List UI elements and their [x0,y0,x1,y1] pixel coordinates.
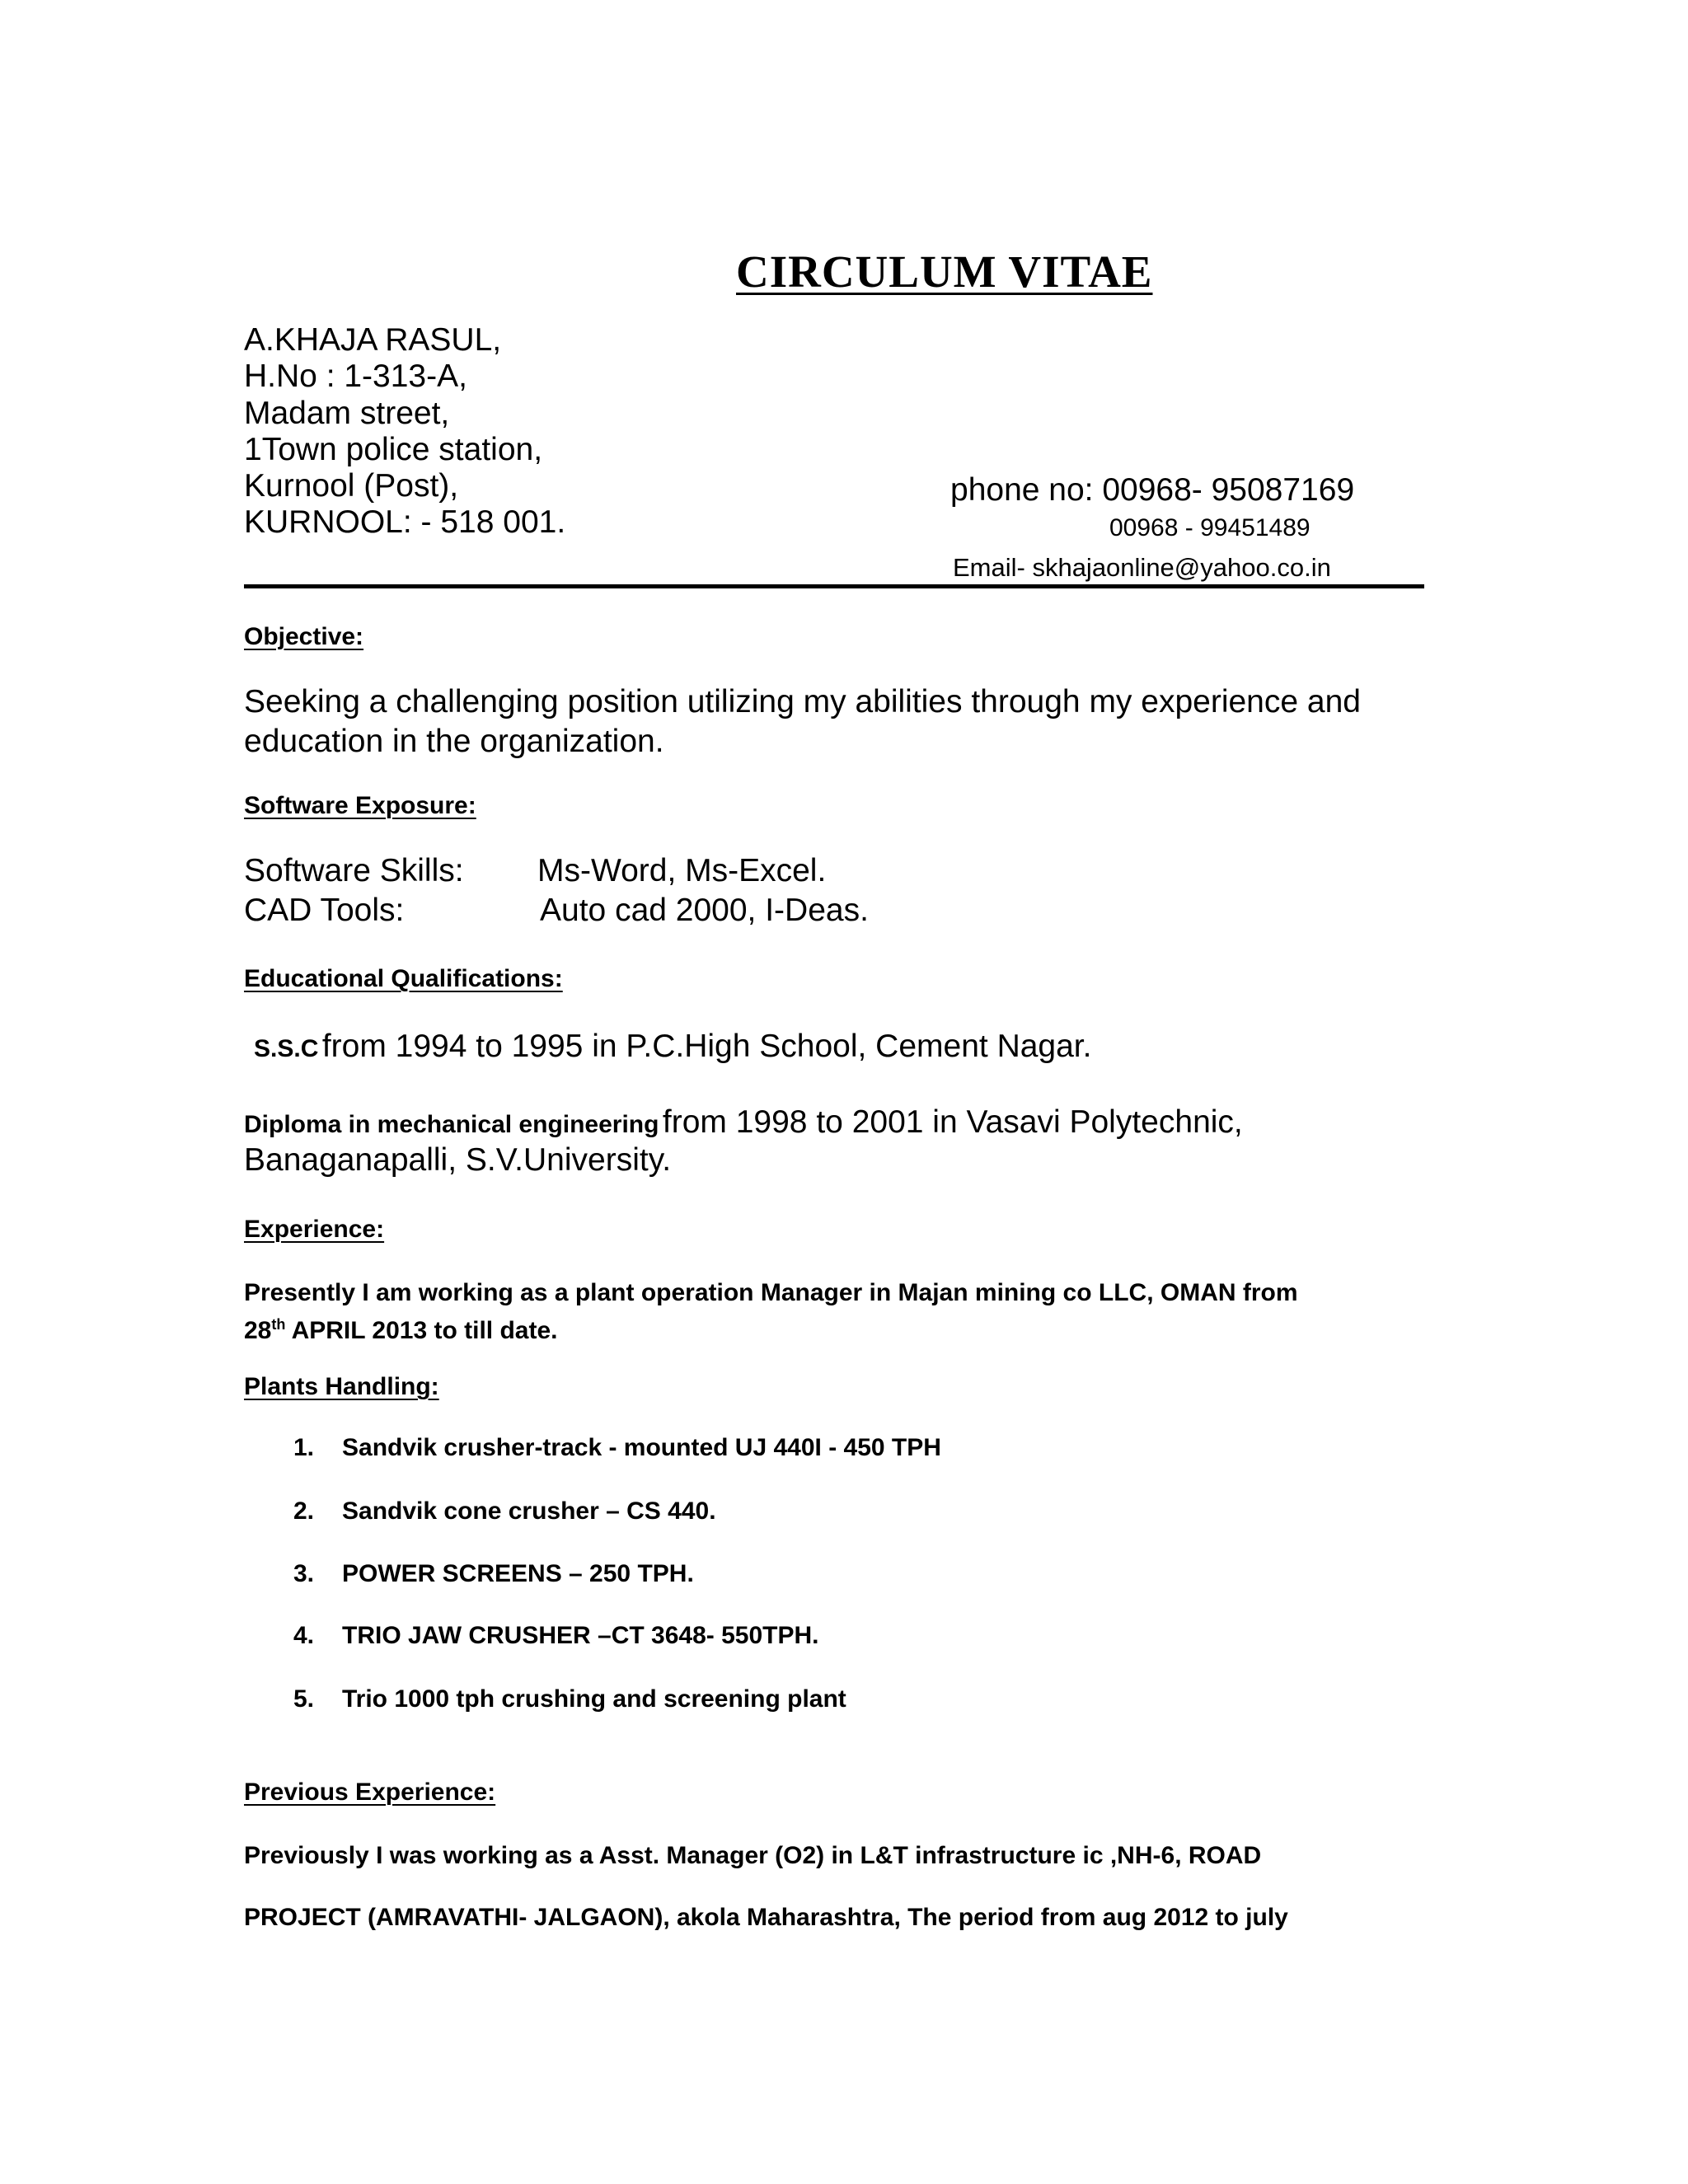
experience-line-2: 28th APRIL 2013 to till date. [244,1316,558,1344]
plant-item-number: 1. [293,1434,315,1461]
ssc-label: S.S.C [254,1035,319,1062]
plant-item-text: Trio 1000 tph crushing and screening plant [342,1685,846,1713]
objective-line-1: Seeking a challenging position utilizing my abilities through my experience and [244,684,1361,719]
previous-experience-heading: Previous Experience: [244,1779,496,1806]
plant-item-number: 5. [293,1685,315,1713]
cad-tools-label: CAD Tools: [244,893,405,928]
diploma-line-2: Banaganapalli, S.V.University. [244,1142,672,1178]
software-skills-label: Software Skills: [244,853,464,888]
ssc-entry [254,1027,1091,1066]
previous-experience-line-1: Previously I was working as a Asst. Manager (O2) in L&T infrastructure ic ,NH-6, ROAD [244,1842,1262,1869]
plant-item-text: Sandvik crusher-track - mounted UJ 440I - 450 TPH [342,1434,941,1461]
diploma-text: from 1998 to 2001 in Vasavi Polytechnic, [662,1104,1243,1140]
education-heading: Educational Qualifications: [244,965,563,992]
diploma-entry [244,1103,1243,1142]
objective-line-2: education in the organization. [244,724,664,759]
address-area: 1Town police station, [244,432,543,467]
address-city: KURNOOL: - 518 001. [244,504,566,540]
address-house: H.No : 1-313-A, [244,359,467,394]
software-heading: Software Exposure: [244,792,476,819]
plant-item-number: 4. [293,1622,315,1649]
plant-item-number: 3. [293,1560,315,1587]
previous-experience-line-2: PROJECT (AMRAVATHI- JALGAON), akola Maharashtra, The period from aug 2012 to july [244,1904,1288,1931]
objective-heading: Objective: [244,623,364,650]
page-title: CIRCULUM VITAE [736,246,1153,297]
experience-line-1: Presently I am working as a plant operation Manager in Majan mining co LLC, OMAN from [244,1279,1298,1306]
address-post: Kurnool (Post), [244,468,459,504]
ssc-text: from 1994 to 1995 in P.C.High School, Cement Nagar. [321,1029,1092,1064]
email: Email- skhajaonline@yahoo.co.in [953,553,1331,582]
diploma-label: Diploma in mechanical engineering [244,1111,659,1138]
address-name: A.KHAJA RASUL, [244,322,502,358]
address-street: Madam street, [244,396,450,431]
plant-item-text: Sandvik cone crusher – CS 440. [342,1497,716,1525]
phone-secondary: 00968 - 99451489 [1109,514,1311,541]
phone-primary: phone no: 00968- 95087169 [950,472,1355,508]
plant-item-number: 2. [293,1497,315,1525]
header-divider [244,584,1424,588]
cad-tools-value: Auto cad 2000, I-Deas. [540,893,869,928]
plant-item-text: TRIO JAW CRUSHER –CT 3648- 550TPH. [342,1622,819,1649]
plant-item-text: POWER SCREENS – 250 TPH. [342,1560,694,1587]
plants-heading: Plants Handling: [244,1373,439,1400]
experience-heading: Experience: [244,1216,385,1243]
software-skills-value: Ms-Word, Ms-Excel. [537,853,827,888]
